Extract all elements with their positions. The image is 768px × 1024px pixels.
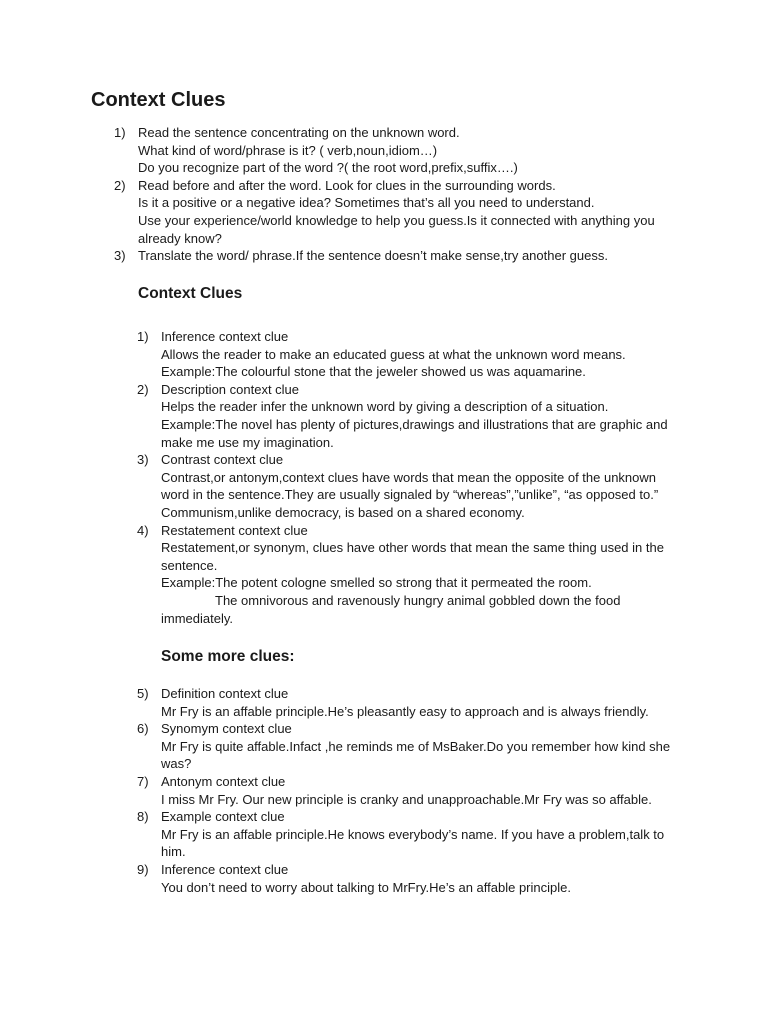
item-line: Example:The potent cologne smelled so strong that it permeated the room. <box>161 575 592 591</box>
item-number: 7) <box>137 773 149 789</box>
item-number: 3) <box>137 452 149 468</box>
item-number: 8) <box>137 809 149 825</box>
item-line: Read the sentence concentrating on the unknown word. <box>138 125 460 140</box>
item-line: Inference context clue <box>161 861 289 877</box>
list-item <box>137 522 697 628</box>
item-line: The omnivorous and ravenously hungry animal gobbled down the food <box>215 592 621 608</box>
item-line: Description context clue <box>161 381 300 397</box>
item-line: Mr Fry is quite affable.Infact ,he reminds me of MsBaker.Do you remember how kind she <box>161 738 671 754</box>
item-number: 6) <box>137 721 149 737</box>
list-item <box>137 328 697 381</box>
item-line: sentence. <box>161 557 218 573</box>
item-line: him. <box>161 844 186 860</box>
item-line: Translate the word/ phrase.If the sentence doesn’t make sense,try another guess. <box>138 248 608 264</box>
list-item <box>114 247 714 265</box>
item-line: Communism,unlike democracy, is based on a shared economy. <box>161 504 525 520</box>
clues-list <box>137 328 697 627</box>
item-line: Do you recognize part of the word ?( the root word,prefix,suffix….) <box>138 160 518 176</box>
list-item <box>137 381 697 451</box>
item-number: 4) <box>137 522 149 538</box>
item-number: 9) <box>137 861 149 877</box>
list-item <box>137 720 697 773</box>
item-line: You don’t need to worry about talking to MrFry.He’s an affable principle. <box>161 879 571 895</box>
list-item <box>137 685 697 720</box>
item-line: Contrast context clue <box>161 452 284 468</box>
more-clues-list <box>137 685 697 896</box>
list-item <box>137 808 697 861</box>
item-line: immediately. <box>161 610 234 626</box>
item-line: Example:The colourful stone that the jeweler showed us was aquamarine. <box>161 364 586 380</box>
item-line: Restatement context clue <box>161 522 308 538</box>
item-line: I miss Mr Fry. Our new principle is cranky and unapproachable.Mr Fry was so affable. <box>161 791 652 807</box>
item-line: Example:The novel has plenty of pictures,drawings and illustrations that are graphic and <box>161 416 668 432</box>
item-number: 3) <box>114 248 126 264</box>
list-item <box>114 124 714 177</box>
item-line: Inference context clue <box>161 329 289 344</box>
item-line: Allows the reader to make an educated guess at what the unknown word means. <box>161 346 626 362</box>
item-number: 2) <box>114 177 126 193</box>
item-line: Is it a positive or a negative idea? Sometimes that’s all you need to understand. <box>138 195 595 211</box>
item-number: 1) <box>114 125 126 140</box>
item-line: Read before and after the word. Look for clues in the surrounding words. <box>138 177 556 193</box>
item-line: What kind of word/phrase is it? ( verb,noun,idiom…) <box>138 142 438 158</box>
item-line: word in the sentence.They are usually signaled by “whereas”,”unlike”, “as opposed to.” <box>161 487 659 503</box>
item-line: Antonym context clue <box>161 773 286 789</box>
item-line: Synomym context clue <box>161 721 292 737</box>
item-line: Example context clue <box>161 809 285 825</box>
section-subtitle: Context Clues <box>138 285 243 302</box>
list-item <box>137 451 697 521</box>
item-line: Contrast,or antonym,context clues have words that mean the opposite of the unknown <box>161 469 657 485</box>
list-item <box>137 773 697 808</box>
item-line: make me use my imagination. <box>161 434 334 450</box>
item-number: 5) <box>137 686 149 701</box>
item-number: 2) <box>137 381 149 397</box>
more-clues-title: Some more clues: <box>161 648 295 665</box>
list-item <box>114 177 714 247</box>
item-line: was? <box>161 756 192 772</box>
item-line: already know? <box>138 230 222 246</box>
item-line: Mr Fry is an affable principle.He knows everybody’s name. If you have a problem,talk to <box>161 826 665 842</box>
document-title: Context Clues <box>91 89 226 111</box>
item-line: Mr Fry is an affable principle.He’s pleasantly easy to approach and is always friendly. <box>161 703 649 719</box>
item-line: Use your experience/world knowledge to help you guess.Is it connected with anything you <box>138 212 655 228</box>
steps-list <box>114 124 714 265</box>
item-line: Helps the reader infer the unknown word by giving a description of a situation. <box>161 399 609 415</box>
item-line: Definition context clue <box>161 686 289 701</box>
item-line: Restatement,or synonym, clues have other words that mean the same thing used in the <box>161 540 664 556</box>
item-number: 1) <box>137 329 149 344</box>
list-item <box>137 861 697 896</box>
